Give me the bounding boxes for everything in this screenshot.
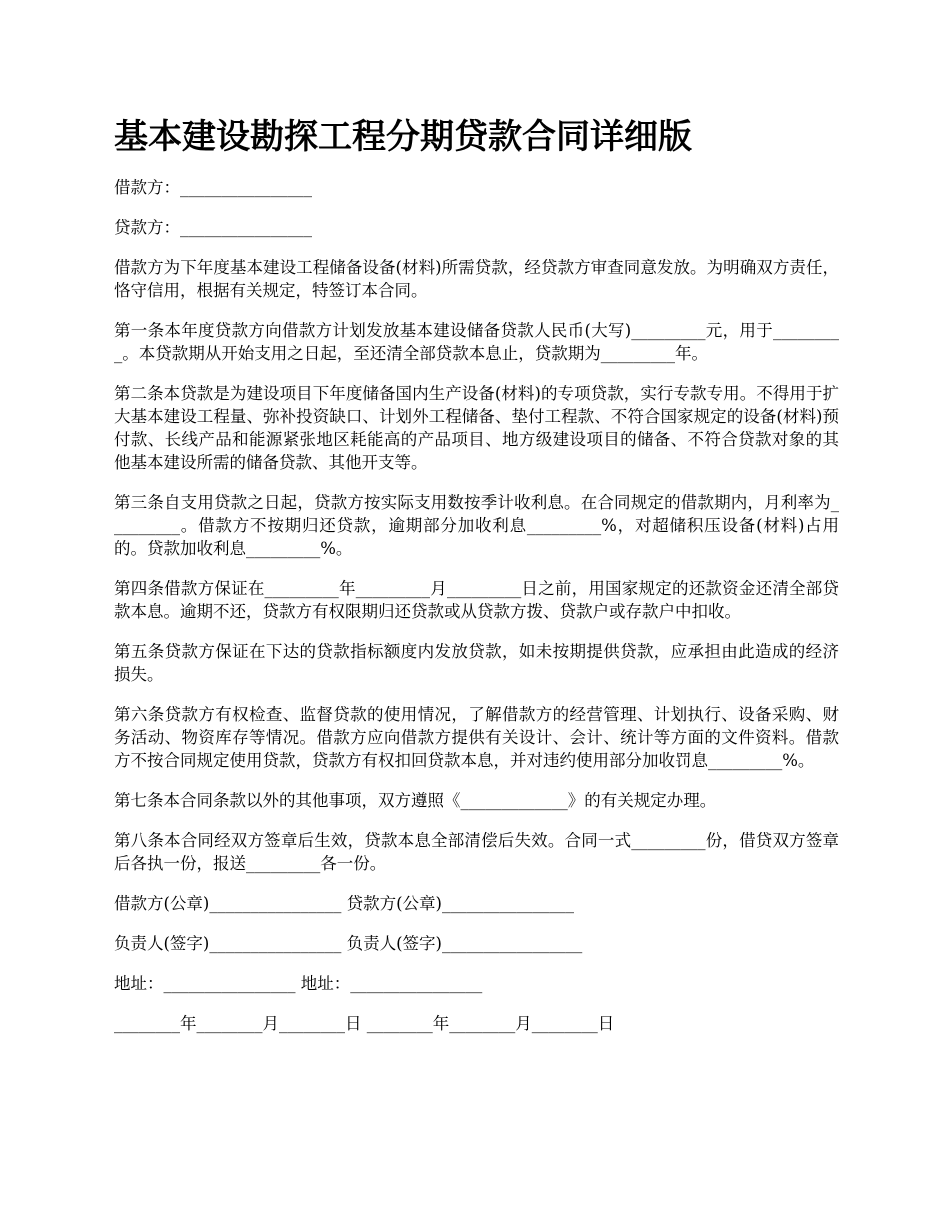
article-7-paragraph: 第七条本合同条款以外的其他事项，双方遵照《_____________》的有关规定办理。 bbox=[114, 791, 717, 810]
article-4-paragraph: 第四条借款方保证在_________年_________月_________日之前，用国家规定的还款资金还清全部贷款本息。逾期不还，贷款方有权限期归还贷款或从贷款方拨、贷款户或存款户中扣收。 bbox=[114, 579, 839, 621]
article-2-paragraph: 第二条本贷款是为建设项目下年度储备国内生产设备(材料)的专项贷款，实行专款专用。不得用于扩大基本建设工程量、弥补投资缺口、计划外工程储备、垫付工程款、不符合国家规定的设备(材料)预付款、长线产品和能源紧张地区耗能高的产品项目、地方级建设项目的储备、不符合贷款对象的其他基本建设所需的储备贷款、其他开支等。 bbox=[114, 384, 839, 472]
article-3-paragraph: 第三条自支用贷款之日起，贷款方按实际支用数按季计收利息。在合同规定的借款期内，月利率为_________。借款方不按期归还贷款，逾期部分加收利息_________%，对超储积压设备(材料)占用的。贷款加收利息_________%。 bbox=[114, 493, 839, 558]
borrower-line: 借款方：________________ bbox=[114, 178, 312, 197]
address-line: 地址：________________ 地址：________________ bbox=[114, 974, 483, 993]
signature-line: 负责人(签字)________________ 负责人(签字)_________________ bbox=[114, 934, 583, 953]
lender-line: 贷款方：________________ bbox=[114, 218, 312, 237]
document-title: 基本建设勘探工程分期贷款合同详细版 bbox=[114, 117, 692, 157]
article-8-paragraph: 第八条本合同经双方签章后生效，贷款本息全部清偿后失效。合同一式_________份，借贷双方签章后各执一份，报送_________各一份。 bbox=[114, 831, 839, 873]
article-5-paragraph: 第五条贷款方保证在下达的贷款指标额度内发放贷款，如未按期提供贷款，应承担由此造成的经济损失。 bbox=[114, 642, 839, 684]
seal-line: 借款方(公章)________________ 贷款方(公章)________________ bbox=[114, 894, 574, 913]
document-page bbox=[114, 112, 839, 1052]
article-6-paragraph: 第六条贷款方有权检查、监督贷款的使用情况，了解借款方的经营管理、计划执行、设备采购、财务活动、物资库存等情况。借款方应向借款方提供有关设计、会计、统计等方面的文件资料。借款方不按合同规定使用贷款，贷款方有权扣回贷款本息，并对违约使用部分加收罚息_________%。 bbox=[114, 705, 839, 770]
article-1-paragraph: 第一条本年度贷款方向借款方计划发放基本建设储备贷款人民币(大写)_________元，用于_________。本贷款期从开始支用之日起，至还清全部贷款本息止，贷款期为_________年。 bbox=[114, 321, 839, 363]
date-line: ________年________月________日 ________年________月________日 bbox=[114, 1014, 615, 1033]
preamble-paragraph: 借款方为下年度基本建设工程储备设备(材料)所需贷款，经贷款方审查同意发放。为明确双方责任，恪守信用，根据有关规定，特签订本合同。 bbox=[114, 258, 839, 300]
